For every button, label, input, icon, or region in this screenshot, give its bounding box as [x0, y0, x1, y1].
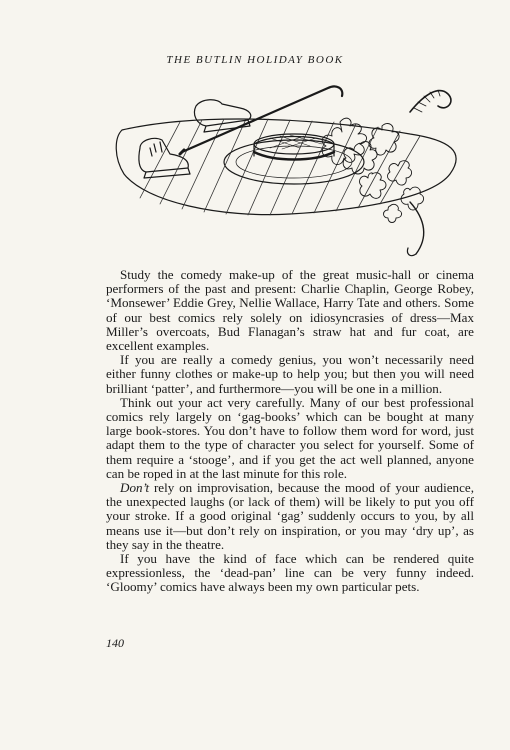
paragraph-4-text: rely on improvisation, because the mood of your audience, the unexpected laughs (or lack of them) will be likely to put you off your stroke. If a good original ‘gag’ suddenly occurs to you, by all means use it—but don’t rely on inspiration, or you may ‘dry up’, as they say in the theatre. — [106, 480, 474, 552]
paragraph-2: If you are really a comedy genius, you won’t necessarily need either funny clothes or make-up to help you; but then you will need brilliant ‘patter’, and furthermore—you will be one in a million. — [106, 352, 474, 396]
running-head: THE BUTLIN HOLIDAY BOOK — [166, 54, 344, 66]
body-text — [106, 268, 474, 595]
page-number: 140 — [106, 636, 124, 650]
paragraph-3: Think out your act very carefully. Many of our best professional comics rely largely on ‘gag-books’ which can be bought at many large book-stores. You don’t have to follow them word for word, just adapt them to the type of character you select for yourself. Some of them require a ‘stooge’, and if you get the act well planned, anyone can be roped in at the last minute for this role. — [106, 394, 474, 481]
paragraph-4 — [106, 481, 474, 552]
paragraph-4-lead: Don’t — [120, 480, 150, 496]
paragraph-1: Study the comedy make-up of the great music-hall or cinema performers of the past and present: Charlie Chaplin, George Robey, ‘Monsewer’ Eddie Grey, Nellie Wallace, Harry Tate and others. Some of our best comics rely solely on idiosyncrasies of dress—Max Miller’s overcoats, Bud Flanagan’s straw hat and fur coat, are excellent examples. — [106, 267, 474, 354]
paragraph-5: If you have the kind of face which can be rendered quite expressionless, the ‘dead-pan’ line can be very funny indeed. ‘Gloomy’ comics have always been my own particular pets. — [106, 551, 474, 595]
illustration-comedy-props — [110, 82, 470, 262]
